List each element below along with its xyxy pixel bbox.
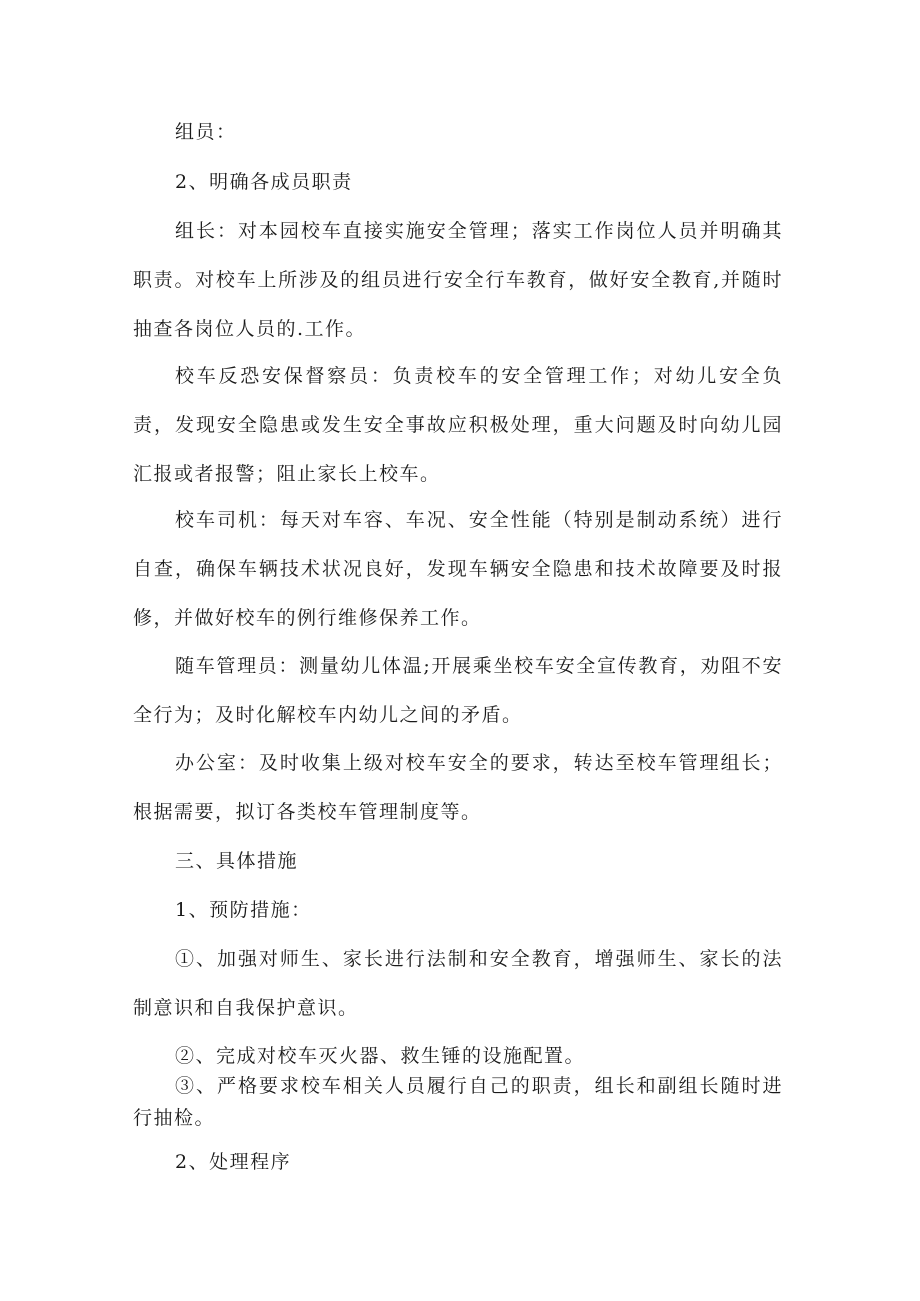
paragraph-team-leader: 组长：对本园校车直接实施安全管理；落实工作岗位人员并明确其职责。对校车上所涉及的组员进行安全行车教育，做好安全教育,并随时抽查各岗位人员的.工作。 xyxy=(133,220,783,340)
list-item-1: ①、加强对师生、家长进行法制和安全教育，增强师生、家长的法制意识和自我保护意识。 xyxy=(133,948,783,1019)
heading-clarify-duties: 2、明确各成员职责 xyxy=(175,171,353,193)
list-item-2: ②、完成对校车灭火器、救生锤的设施配置。 xyxy=(175,1045,586,1067)
heading-specific-measures: 三、具体措施 xyxy=(175,850,299,872)
paragraph-bus-attendant: 随车管理员：测量幼儿体温;开展乘坐校车安全宣传教育，劝阻不安全行为；及时化解校车内幼儿之间的矛盾。 xyxy=(133,655,783,726)
paragraph-office: 办公室：及时收集上级对校车安全的要求，转达至校车管理组长；根据需要，拟订各类校车管理制度等。 xyxy=(133,752,783,823)
paragraph-members: 组员： xyxy=(175,121,237,143)
list-item-3: ③、严格要求校车相关人员履行自己的职责，组长和副组长随时进行抽检。 xyxy=(133,1075,783,1129)
heading-preventive-measures: 1、预防措施： xyxy=(175,899,312,921)
paragraph-bus-driver: 校车司机：每天对车容、车况、安全性能（特别是制动系统）进行自查，确保车辆技术状况良好，发现车辆安全隐患和技术故障要及时报修，并做好校车的例行维修保养工作。 xyxy=(133,509,783,629)
heading-handling-procedure: 2、处理程序 xyxy=(175,1151,292,1173)
paragraph-security-supervisor: 校车反恐安保督察员：负责校车的安全管理工作；对幼儿安全负责，发现安全隐患或发生安全事故应积极处理，重大问题及时向幼儿园汇报或者报警；阻止家长上校车。 xyxy=(133,365,783,485)
